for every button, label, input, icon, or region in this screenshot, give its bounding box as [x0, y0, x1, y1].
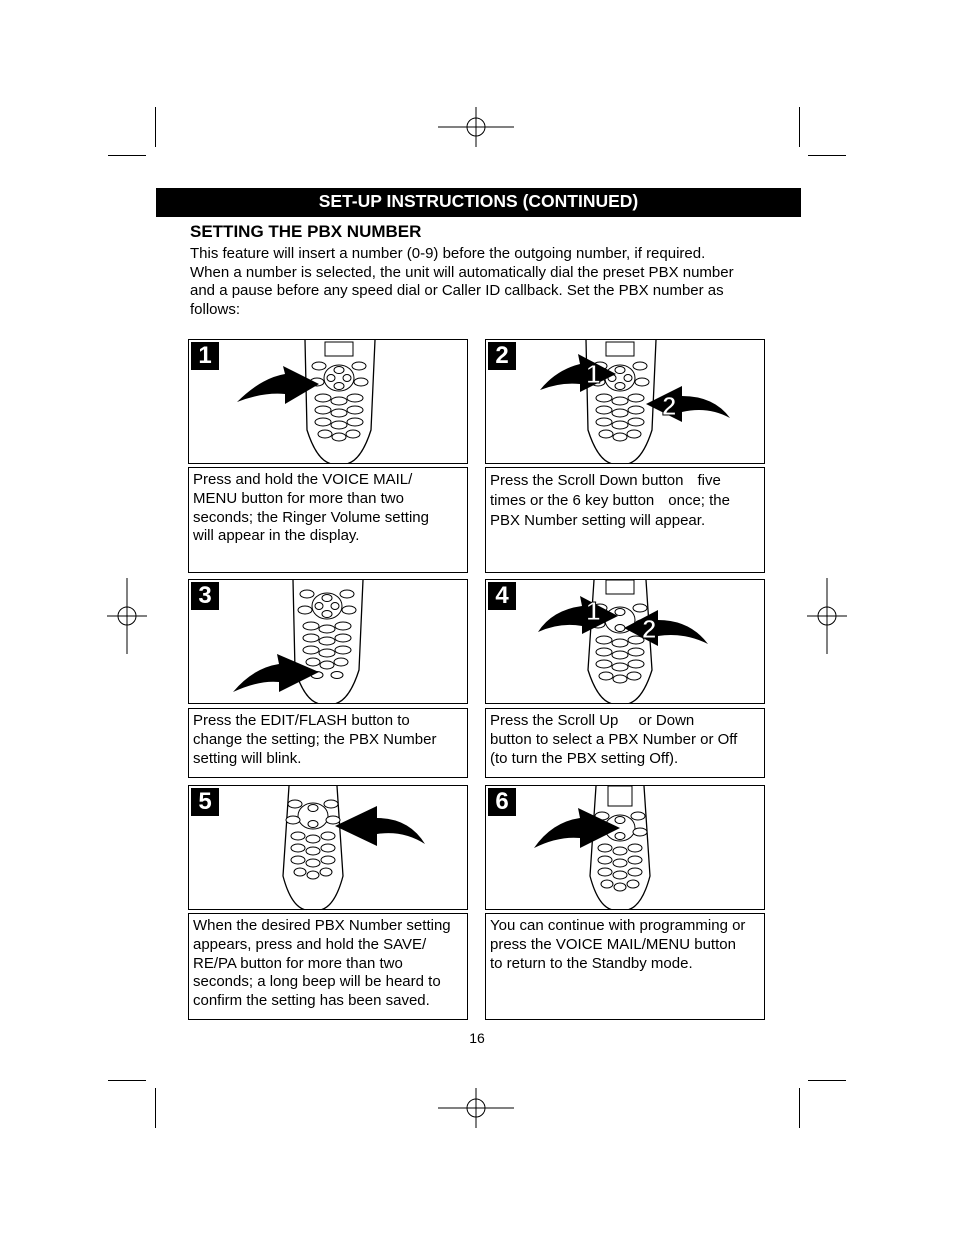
caption-line: press the VOICE MAIL/MENU button: [490, 935, 736, 953]
phone-handset-icon: [486, 340, 764, 463]
registration-mark-bottom: [438, 1088, 514, 1128]
caption-line: setting will blink.: [193, 749, 302, 767]
caption-line: change the setting; the PBX Number: [193, 730, 437, 748]
step-3-illustration: [188, 579, 468, 704]
caption-line: appears, press and hold the SAVE/: [193, 935, 427, 953]
arrow-label: 1: [586, 596, 601, 626]
step-number-badge: 6: [488, 788, 516, 816]
phone-handset-icon: [189, 580, 467, 703]
intro-line: When a number is selected, the unit will automatically dial the preset PBX number: [190, 263, 734, 281]
step-4-illustration: [485, 579, 765, 704]
caption-line: [490, 471, 760, 491]
step-3-caption: [188, 708, 468, 778]
page-number: 16: [469, 1030, 485, 1046]
crop-mark: [108, 1080, 146, 1081]
caption-text: times or the 6 key button: [490, 492, 655, 509]
crop-mark: [155, 107, 156, 147]
caption-line: Press and hold the VOICE MAIL/: [193, 471, 413, 488]
caption-line: RE/PA button for more than two: [193, 954, 403, 972]
caption-line: to return to the Standby mode.: [490, 954, 693, 972]
caption-text: Press the Scroll Up: [490, 712, 619, 729]
arrow-label: 2: [642, 614, 657, 644]
phone-handset-icon: [486, 580, 764, 703]
phone-handset-icon: [189, 340, 467, 463]
step-number-badge: 1: [191, 342, 219, 370]
crop-mark: [108, 155, 146, 156]
arrow-icon: [646, 386, 730, 422]
arrow-label: 1: [586, 359, 601, 389]
caption-line: seconds; the Ringer Volume setting: [193, 508, 429, 526]
section-title: SETTING THE PBX NUMBER: [190, 222, 422, 241]
step-1-caption: [188, 467, 468, 573]
arrow-label: 2: [662, 391, 677, 421]
caption-line: PBX Number setting will appear.: [490, 512, 706, 529]
caption-line: [490, 491, 760, 511]
step-4-caption: [485, 708, 765, 778]
caption-line: button to select a PBX Number or Off: [490, 730, 738, 748]
crop-mark: [799, 1088, 800, 1128]
crop-mark: [808, 1080, 846, 1081]
caption-line: (to turn the PBX setting Off).: [490, 749, 679, 767]
caption-text: once; the: [668, 492, 730, 509]
phone-handset-icon: [486, 786, 764, 909]
caption-line: [490, 712, 760, 731]
intro-line: follows:: [190, 300, 241, 318]
step-number-badge: 5: [191, 788, 219, 816]
caption-line: confirm the setting has been saved.: [193, 992, 430, 1010]
caption-line: When the desired PBX Number setting: [193, 917, 451, 934]
crop-mark: [799, 107, 800, 147]
step-6-illustration: [485, 785, 765, 910]
caption-line: Press the EDIT/FLASH button to: [193, 712, 410, 729]
caption-text: Press the Scroll Down button: [490, 472, 684, 489]
caption-line: MENU button for more than two: [193, 489, 404, 507]
section-banner: SET-UP INSTRUCTIONS (CONTINUED): [156, 188, 801, 217]
step-2-caption: [485, 467, 765, 573]
step-5-caption: [188, 913, 468, 1020]
step-6-caption: [485, 913, 765, 1020]
step-number-badge: 3: [191, 582, 219, 610]
caption-line: You can continue with programming or: [490, 917, 746, 934]
caption-line: seconds; a long beep will be heard to: [193, 973, 441, 991]
step-number-badge: 4: [488, 582, 516, 610]
intro-line: and a pause before any speed dial or Caller ID callback. Set the PBX number as: [190, 282, 724, 300]
step-5-illustration: [188, 785, 468, 910]
caption-line: will appear in the display.: [193, 527, 360, 545]
intro-line: This feature will insert a number (0-9) before the outgoing number, if required.: [190, 245, 706, 262]
registration-mark-right: [807, 578, 847, 654]
registration-mark-top: [438, 107, 514, 147]
phone-handset-icon: [189, 786, 467, 909]
registration-mark-left: [107, 578, 147, 654]
step-2-illustration: [485, 339, 765, 464]
arrow-icon: [335, 806, 425, 846]
caption-text: or Down: [638, 712, 695, 729]
step-number-badge: 2: [488, 342, 516, 370]
caption-text: five: [697, 472, 721, 489]
crop-mark: [155, 1088, 156, 1128]
intro-paragraph: [190, 245, 775, 319]
step-1-illustration: [188, 339, 468, 464]
crop-mark: [808, 155, 846, 156]
